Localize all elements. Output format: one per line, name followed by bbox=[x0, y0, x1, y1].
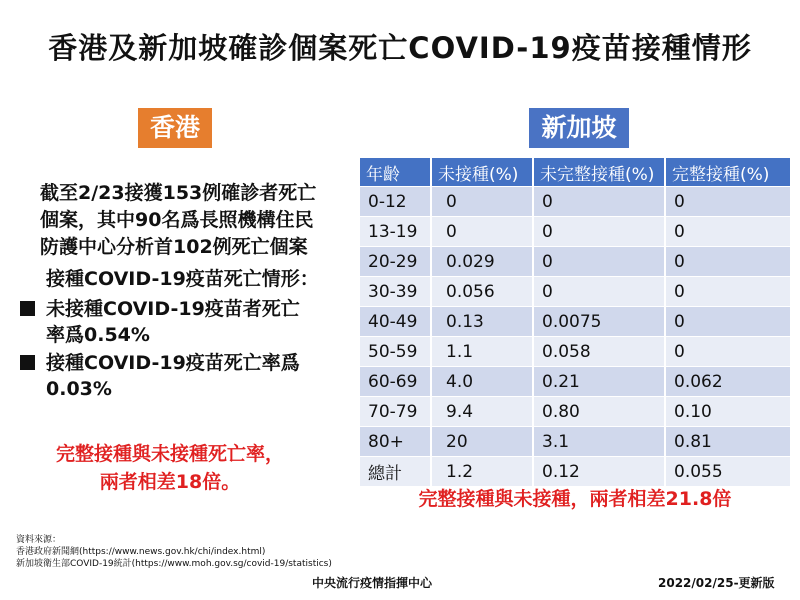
rate-cell: 0 bbox=[533, 247, 665, 277]
rate-cell: 0.81 bbox=[665, 427, 790, 457]
age-cell: 60-69 bbox=[360, 367, 431, 397]
rate-cell: 1.2 bbox=[431, 457, 533, 487]
age-cell: 40-49 bbox=[360, 307, 431, 337]
rate-cell: 0 bbox=[665, 277, 790, 307]
table-body bbox=[360, 187, 790, 487]
rate-cell: 0.80 bbox=[533, 397, 665, 427]
hk-subheading: 接種COVID-19疫苗死亡情形： bbox=[46, 268, 319, 290]
hk-summary bbox=[40, 180, 340, 261]
footer-version-date: 2022/02/25-更新版 bbox=[658, 576, 775, 590]
hk-bullet-line: 未接種COVID-19疫苗者死亡 bbox=[46, 298, 300, 320]
rate-cell: 0.21 bbox=[533, 367, 665, 397]
hk-bullet-item bbox=[20, 350, 330, 402]
source-line: 香港政府新聞網(https://www.news.gov.hk/chi/index.html) bbox=[16, 547, 266, 557]
hk-highlight-line: 完整接種與未接種死亡率， bbox=[55, 443, 284, 465]
rate-cell: 0 bbox=[665, 307, 790, 337]
rate-cell: 0.055 bbox=[665, 457, 790, 487]
age-cell: 13-19 bbox=[360, 217, 431, 247]
table-row bbox=[360, 187, 790, 217]
singapore-table bbox=[360, 158, 790, 486]
rate-cell: 0 bbox=[665, 337, 790, 367]
hong-kong-badge: 香港 bbox=[138, 108, 212, 148]
rate-cell: 0.10 bbox=[665, 397, 790, 427]
rate-cell: 0 bbox=[533, 277, 665, 307]
hk-highlight-note bbox=[30, 440, 310, 496]
rate-cell: 0 bbox=[431, 187, 533, 217]
rate-cell: 0 bbox=[533, 187, 665, 217]
age-cell: 20-29 bbox=[360, 247, 431, 277]
square-bullet-icon bbox=[20, 301, 35, 316]
source-line: 新加坡衛生部COVID-19統計(https://www.moh.gov.sg/covid-19/statistics) bbox=[16, 559, 332, 569]
hk-summary-line: 個案，其中90名爲長照機構住民 bbox=[40, 209, 314, 231]
table-row bbox=[360, 397, 790, 427]
rate-cell: 0.056 bbox=[431, 277, 533, 307]
age-cell: 總計 bbox=[360, 457, 431, 487]
rate-cell: 0.029 bbox=[431, 247, 533, 277]
sources bbox=[16, 534, 332, 570]
column-header-unvaccinated: 未接種(%) bbox=[431, 158, 533, 187]
hk-bullet-list bbox=[20, 296, 330, 404]
column-header-age: 年齡 bbox=[360, 158, 431, 187]
hk-bullet-line: 率爲0.54% bbox=[46, 324, 150, 346]
sources-heading: 資料來源： bbox=[16, 535, 62, 545]
rate-cell: 0 bbox=[665, 217, 790, 247]
rate-cell: 9.4 bbox=[431, 397, 533, 427]
rate-cell: 4.0 bbox=[431, 367, 533, 397]
footer-organization: 中央流行疫情指揮中心 bbox=[312, 576, 433, 590]
singapore-badge: 新加坡 bbox=[529, 108, 629, 148]
hk-bullet-line: 0.03% bbox=[46, 378, 112, 400]
table-row bbox=[360, 337, 790, 367]
rate-cell: 0.062 bbox=[665, 367, 790, 397]
column-header-partially-vaccinated: 未完整接種(%) bbox=[533, 158, 665, 187]
age-cell: 30-39 bbox=[360, 277, 431, 307]
column-header-fully-vaccinated: 完整接種(%) bbox=[665, 158, 790, 187]
rate-cell: 0.13 bbox=[431, 307, 533, 337]
square-bullet-icon bbox=[20, 355, 35, 370]
table-row bbox=[360, 427, 790, 457]
hk-bullet-line: 接種COVID-19疫苗死亡率爲 bbox=[46, 352, 300, 374]
table-row bbox=[360, 217, 790, 247]
age-cell: 80+ bbox=[360, 427, 431, 457]
sg-highlight-note: 完整接種與未接種，兩者相差21.8倍 bbox=[418, 488, 732, 510]
rate-cell: 0 bbox=[665, 247, 790, 277]
rate-cell: 0 bbox=[665, 187, 790, 217]
table-header-row bbox=[360, 158, 790, 187]
rate-cell: 0.058 bbox=[533, 337, 665, 367]
hk-summary-line: 防護中心分析首102例死亡個案 bbox=[40, 236, 308, 258]
rate-cell: 0 bbox=[431, 217, 533, 247]
table-row bbox=[360, 367, 790, 397]
table-row bbox=[360, 247, 790, 277]
age-cell: 0-12 bbox=[360, 187, 431, 217]
rate-cell: 20 bbox=[431, 427, 533, 457]
table-row bbox=[360, 457, 790, 487]
page-title: 香港及新加坡確診個案死亡COVID-19疫苗接種情形 bbox=[48, 31, 752, 65]
rate-cell: 0 bbox=[533, 217, 665, 247]
hk-summary-line: 截至2/23接獲153例確診者死亡 bbox=[40, 182, 317, 204]
hk-bullet-item bbox=[20, 296, 330, 348]
age-cell: 50-59 bbox=[360, 337, 431, 367]
table-row bbox=[360, 307, 790, 337]
rate-cell: 0.12 bbox=[533, 457, 665, 487]
hk-highlight-line: 兩者相差18倍。 bbox=[99, 471, 241, 493]
rate-cell: 1.1 bbox=[431, 337, 533, 367]
rate-cell: 3.1 bbox=[533, 427, 665, 457]
rate-cell: 0.0075 bbox=[533, 307, 665, 337]
age-cell: 70-79 bbox=[360, 397, 431, 427]
table-row bbox=[360, 277, 790, 307]
